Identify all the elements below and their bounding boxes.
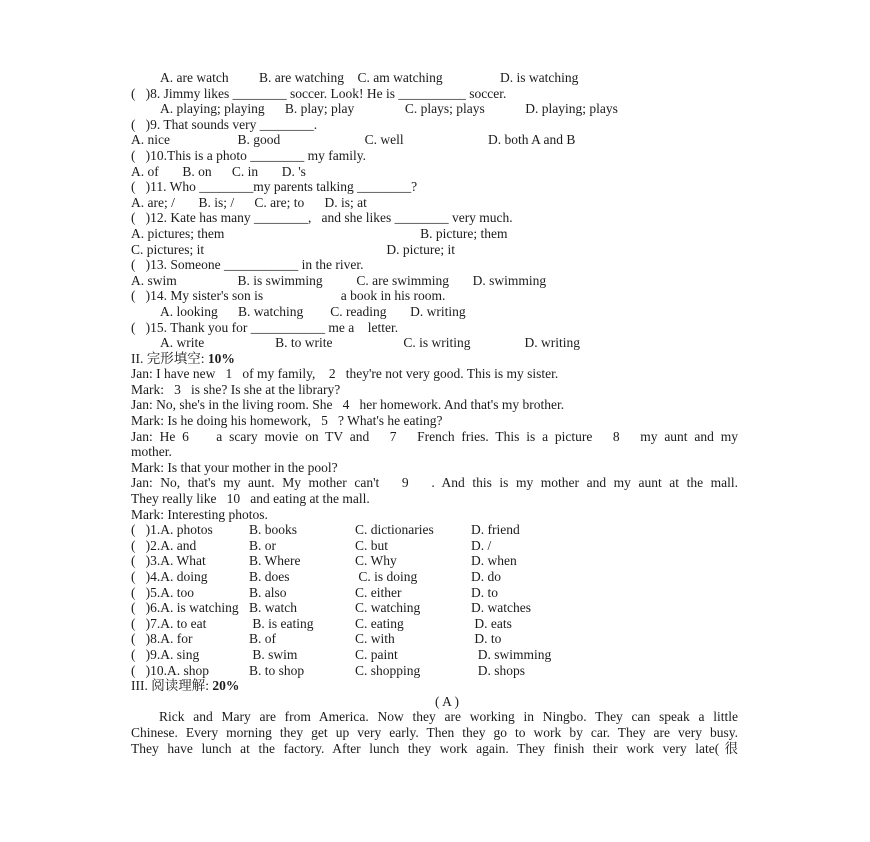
question-line-15: ( )15. Thank you for ___________ me a letter.: [131, 319, 399, 335]
cloze-1-option-c: C. dictionaries: [355, 522, 434, 538]
cloze-option-row-9: [131, 647, 738, 663]
cloze-6-option-d: D. watches: [471, 600, 531, 616]
cloze-3-option-b: B. Where: [249, 553, 301, 569]
section3-heading-label: III. 阅读理解:: [131, 678, 213, 694]
cloze-5-option-b: B. also: [249, 584, 287, 600]
cloze-9-option-a: ( )9.A. sing: [131, 646, 200, 662]
options-line-q13: A. swim B. is swimming C. are swimming D. swimming: [131, 272, 547, 288]
cloze-option-row-10: [131, 663, 738, 679]
cloze-6-option-b: B. watch: [249, 600, 297, 616]
dialogue-line-6: mother.: [131, 444, 172, 460]
section3-heading-percent: 20%: [212, 678, 240, 694]
cloze-3-option-d: D. when: [471, 553, 517, 569]
cloze-2-option-c: C. but: [355, 537, 389, 553]
question-line-9: ( )9. That sounds very ________.: [131, 116, 318, 132]
question-line-10: ( )10.This is a photo ________ my family.: [131, 147, 366, 163]
options-line-q12-cd: C. pictures; it D. picture; it: [131, 241, 455, 257]
cloze-option-row-8: [131, 631, 738, 647]
cloze-3-option-a: ( )3.A. What: [131, 553, 206, 569]
cloze-8-option-a: ( )8.A. for: [131, 631, 193, 647]
cloze-option-row-3: [131, 553, 738, 569]
section3-heading: [131, 678, 738, 694]
cloze-option-row-6: [131, 600, 738, 616]
cloze-8-option-b: B. of: [249, 631, 276, 647]
question-line-14: ( )14. My sister's son is a book in his room.: [131, 288, 446, 304]
dialogue-line-8: Jan: No, that's my aunt. My mother can't 9 . And this is my mother and my aunt at the mall.: [131, 475, 738, 491]
dialogue-line-5: Jan: He 6 a scary movie on TV and 7 French fries. This is a picture 8 my aunt and my: [131, 428, 738, 444]
cloze-2-option-a: ( )2.A. and: [131, 537, 197, 553]
dialogue-line-1: Jan: I have new 1 of my family, 2 they're not very good. This is my sister.: [131, 366, 559, 382]
passage-line-3: They have lunch at the factory. After lunch they work again. They finish their work very late(很: [131, 740, 738, 756]
cloze-option-row-1: [131, 522, 738, 538]
cloze-4-option-d: D. do: [471, 569, 501, 584]
cloze-10-option-d: D. shops: [471, 662, 526, 678]
dialogue-line-10: Mark: Interesting photos.: [131, 506, 268, 522]
cloze-option-row-7: [131, 616, 738, 632]
cloze-9-option-d: D. swimming: [471, 646, 552, 662]
cloze-8-option-c: C. with: [355, 631, 395, 647]
cloze-8-option-d: D. to: [471, 631, 502, 647]
question-line-12: ( )12. Kate has many ________, and she likes ________ very much.: [131, 210, 513, 226]
question-line-8: ( )8. Jimmy likes ________ soccer. Look! He is __________ soccer.: [131, 85, 507, 101]
cloze-7-option-b: B. is eating: [249, 615, 314, 631]
cloze-option-row-5: [131, 585, 738, 601]
cloze-option-row-2: [131, 538, 738, 554]
exam-content: [131, 70, 738, 756]
options-line-q15: A. write B. to write C. is writing D. writing: [160, 335, 580, 351]
cloze-6-option-a: ( )6.A. is watching: [131, 600, 239, 616]
dialogue-line-7: Mark: Is that your mother in the pool?: [131, 459, 338, 475]
options-line-q10: A. of B. on C. in D. 's: [131, 163, 306, 179]
passage-a-label: ( A ): [435, 693, 460, 709]
cloze-10-option-c: C. shopping: [355, 662, 421, 678]
cloze-5-option-a: ( )5.A. too: [131, 584, 194, 600]
cloze-7-option-c: C. eating: [355, 615, 404, 631]
cloze-4-option-a: ( )4.A. doing: [131, 569, 208, 584]
cloze-6-option-c: C. watching: [355, 600, 421, 616]
cloze-7-option-d: D. eats: [471, 615, 512, 631]
options-line-q8: A. playing; playing B. play; play C. plays; plays D. playing; plays: [160, 101, 618, 117]
question-line-13: ( )13. Someone ___________ in the river.: [131, 257, 364, 273]
cloze-1-option-d: D. friend: [471, 522, 520, 538]
cloze-2-option-b: B. or: [249, 537, 276, 553]
cloze-9-option-b: B. swim: [249, 646, 298, 662]
cloze-3-option-c: C. Why: [355, 553, 397, 569]
question-line-11: ( )11. Who ________my parents talking ________?: [131, 179, 418, 195]
cloze-2-option-d: D. /: [471, 537, 492, 553]
cloze-10-option-a: ( )10.A. shop: [131, 662, 209, 678]
options-line-q7: A. are watch B. are watching C. am watching D. is watching: [160, 70, 579, 85]
cloze-option-row-4: [131, 569, 738, 585]
cloze-9-option-c: C. paint: [355, 646, 398, 662]
options-line-q12-ab: A. pictures; them B. picture; them: [131, 225, 508, 241]
cloze-5-option-c: C. either: [355, 584, 402, 600]
options-line-q11: A. are; / B. is; / C. are; to D. is; at: [131, 194, 367, 210]
cloze-7-option-a: ( )7.A. to eat: [131, 615, 207, 631]
cloze-4-option-c: C. is doing: [355, 569, 418, 584]
dialogue-line-3: Jan: No, she's in the living room. She 4 her homework. And that's my brother.: [131, 397, 565, 413]
section2-heading-label: II. 完形填空:: [131, 350, 208, 366]
dialogue-line-9: They really like 10 and eating at the mall.: [131, 491, 370, 507]
options-line-q9: A. nice B. good C. well D. both A and B: [131, 132, 576, 148]
dialogue-line-4: Mark: Is he doing his homework, 5 ? What's he eating?: [131, 413, 443, 429]
cloze-1-option-b: B. books: [249, 522, 298, 538]
section2-heading-percent: 10%: [207, 350, 235, 366]
options-line-q14: A. looking B. watching C. reading D. writing: [160, 303, 466, 319]
cloze-5-option-d: D. to: [471, 584, 498, 600]
cloze-1-option-a: ( )1.A. photos: [131, 522, 213, 538]
cloze-10-option-b: B. to shop: [249, 662, 305, 678]
dialogue-line-2: Mark: 3 is she? Is she at the library?: [131, 381, 341, 397]
passage-line-2: Chinese. Every morning they get up very early. Then they go to work by car. They are very busy.: [131, 724, 738, 740]
section2-heading: [131, 351, 738, 367]
cloze-4-option-b: B. does: [249, 569, 290, 584]
passage-line-1: Rick and Mary are from America. Now they are working in Ningbo. They can speak a little: [159, 709, 738, 725]
